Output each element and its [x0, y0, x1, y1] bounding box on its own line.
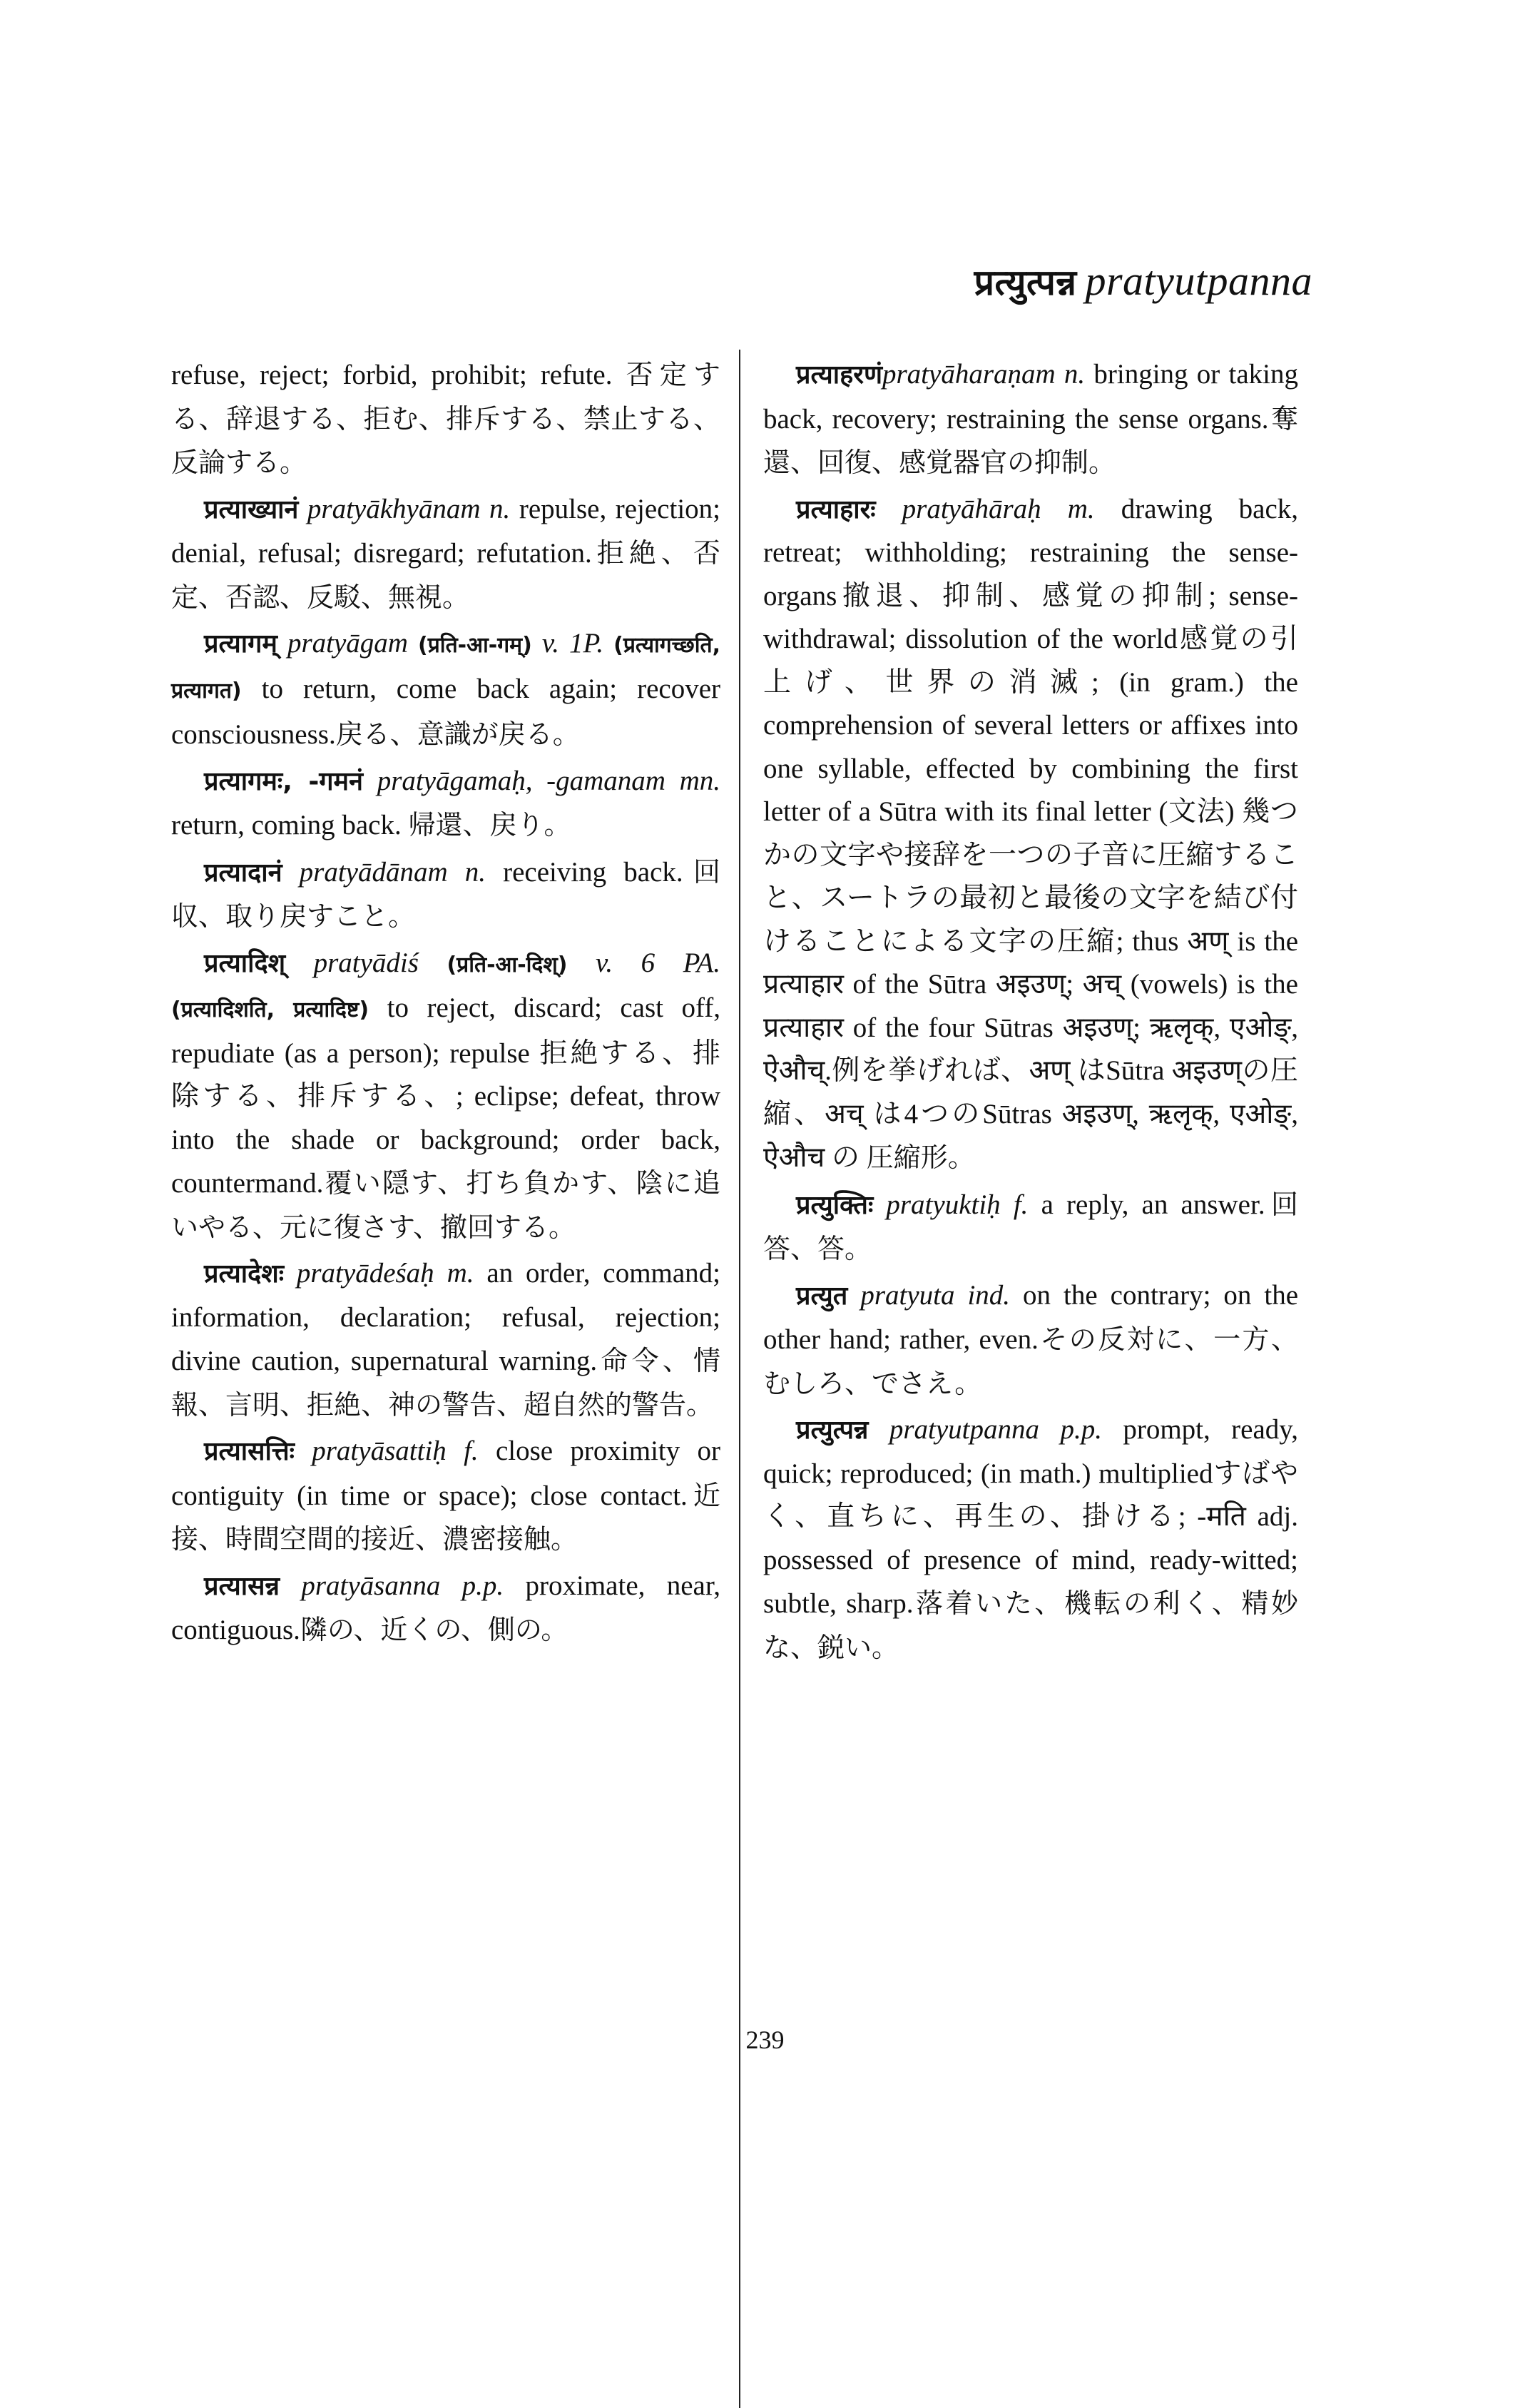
japanese-gloss: 回収、取り戻すこと。: [171, 855, 720, 932]
japanese-gloss: 圧縮形。: [866, 1142, 975, 1173]
headword: प्रत्यादेशः: [204, 1259, 284, 1289]
etymology: (प्रति-आ-गम्): [418, 633, 532, 658]
headword: प्रत्यागमः, -गमनं: [204, 766, 364, 796]
grammar-label: f.: [464, 1436, 479, 1466]
definition: to return, come back again; recover consciousness.: [171, 673, 721, 750]
running-head-devanagari: प्रत्युत्पन्न: [974, 262, 1077, 303]
headword: प्रत्यादानं: [204, 858, 282, 888]
transliteration: pratyāharaṇam: [882, 359, 1056, 390]
headword: प्रत्यासन्न: [204, 1571, 280, 1601]
japanese-gloss: 隣の、近くの、側の。: [300, 1614, 568, 1645]
japanese-gloss: 命令、情報、言明、拒絶、神の警告、超自然的警告。: [171, 1345, 720, 1421]
column-divider: [739, 350, 740, 2408]
inflected-forms: (प्रत्यादिशति, प्रत्यादिष्ट): [171, 997, 369, 1022]
grammar-label: mn.: [679, 765, 721, 796]
japanese-gloss: その反対に、一方、むしろ、でさえ。: [763, 1324, 1298, 1399]
dictionary-entry: [171, 760, 720, 848]
definition: repulse, rejection; denial, refusal; disregard; refutation.: [171, 493, 720, 569]
transliteration: pratyuta: [860, 1279, 955, 1311]
grammar-label: ind.: [967, 1279, 1011, 1311]
headword: प्रत्यादिश्: [204, 948, 286, 978]
definition: an order, command; information, declaration; refusal, rejection; divine caution, supernatural warning.: [171, 1258, 721, 1376]
headword: प्रत्युक्तिः: [796, 1190, 874, 1220]
definition: prompt, ready, quick; reproduced; (in math.) multipliedすばやく、直ちに、再生の、掛ける; -मति adj. possessed of presence of mind, ready-witted; subtle, sharp.: [763, 1414, 1299, 1619]
transliteration: pratyāsanna: [301, 1570, 441, 1601]
transliteration: pratyādānam: [299, 856, 448, 888]
dictionary-entry: [763, 1408, 1298, 1670]
transliteration: pratyākhyānam: [307, 493, 481, 524]
definition: bringing or taking back, recovery; restraining the sense organs.: [763, 359, 1298, 435]
japanese-gloss: 拒絶、否定、否認、反駁、無視。: [171, 537, 720, 613]
definition: refuse, reject; forbid, prohibit; refute.: [171, 360, 613, 390]
transliteration: pratyādeśaḥ: [296, 1258, 434, 1289]
japanese-gloss: 近接、時間空間的接近、濃密接触。: [171, 1479, 720, 1555]
grammar-label: v. 1P.: [541, 628, 604, 659]
headword: प्रत्याहरणं: [796, 360, 882, 390]
transliteration: pratyutpanna: [889, 1414, 1040, 1445]
left-column: [171, 353, 720, 1655]
japanese-gloss: 覆い隠す、打ち負かす、陰に追いやる、元に復さす、撤回する。: [171, 1167, 720, 1243]
japanese-gloss: 帰還、戻り。: [408, 809, 571, 840]
dictionary-entry: [763, 1274, 1298, 1406]
dictionary-entry: [171, 1430, 720, 1562]
running-head-romanized: pratyutpanna: [1085, 258, 1312, 304]
grammar-label: p.p.: [1060, 1414, 1102, 1445]
dictionary-entry: [171, 488, 720, 620]
grammar-label: n.: [1064, 359, 1086, 390]
dictionary-entry: [763, 353, 1298, 485]
definition: drawing back, retreat; withholding; restraining the sense-organs撤退、抑制、感覚の抑制; sense-withdrawal; dissolution of the world感覚の引上げ、世界の消滅; (in gram.) the comprehension of several letters or affixes into one syllable, effected by combining the first letter of a Sūtra with its final letter (文法) 幾つかの文字や接辞を一つの子音に圧縮すること、スートラの最初と最後の文字を結び付けることによる文字の圧縮; thus अण् is the प्रत्याहार of the Sūtra अइउण्; अच् (vowels) is the प्रत्याहार of the four Sūtras अइउण्; ऋलृक्, एओङ्, ऐऔच्.例を挙げれば、अण् はSūtra अइउण्の圧縮、अच् は4つのSūtras अइउण्, ऋलृक्, एओङ्, ऐऔच の: [763, 493, 1299, 1173]
transliteration: pratyādiś: [313, 947, 419, 978]
dictionary-entry: [171, 1252, 720, 1427]
headword: प्रत्याहारः: [796, 494, 876, 524]
definition: close proximity or contiguity (in time or space); close contact.: [171, 1436, 721, 1511]
grammar-label: n.: [464, 856, 486, 888]
definition: on the contrary; on the other hand; rather, even.: [763, 1279, 1299, 1355]
dictionary-entry: [171, 850, 720, 939]
grammar-label: v. 6 PA.: [595, 947, 721, 978]
transliteration: pratyāgamaḥ, -gamanam: [377, 765, 665, 796]
grammar-label: m.: [447, 1258, 474, 1289]
definition: receiving back.: [503, 856, 683, 888]
dictionary-entry: [763, 488, 1298, 1180]
headword: प्रत्यागम्: [204, 629, 277, 659]
definition: to reject, discard; cast off, repudiate (as a person); repulse 拒絶する、排除する、排斥する、; eclipse; defeat, throw into the shade or background; order back, countermand.: [171, 992, 720, 1199]
headword: प्रत्याख्यानं: [204, 494, 299, 524]
page-number: 239: [745, 2026, 785, 2054]
grammar-label: m.: [1067, 493, 1095, 524]
definition: return, coming back.: [171, 810, 402, 840]
definition: proximate, near, contiguous.: [171, 1570, 721, 1645]
dictionary-entry: [171, 942, 720, 1250]
dictionary-entry: [171, 622, 720, 757]
grammar-label: f.: [1013, 1189, 1029, 1220]
etymology: (प्रति-आ-दिश्): [447, 952, 568, 977]
transliteration: pratyāgam: [287, 628, 408, 659]
japanese-gloss: 落着いた、機転の利く、精妙な、鋭い。: [763, 1587, 1298, 1663]
running-head: [974, 257, 1312, 305]
transliteration: pratyuktiḥ: [886, 1189, 1001, 1220]
right-column: [763, 353, 1298, 1672]
transliteration: pratyāsattiḥ: [312, 1436, 447, 1466]
headword: प्रत्युत: [796, 1281, 848, 1311]
transliteration: pratyāhāraḥ: [902, 493, 1041, 524]
japanese-gloss: 回答、答。: [763, 1188, 1298, 1264]
dictionary-entry: [763, 1183, 1298, 1271]
continuation-entry: [171, 353, 720, 485]
headword: प्रत्युत्पन्न: [796, 1416, 869, 1445]
definition: a reply, an answer.: [1041, 1189, 1265, 1220]
headword: प्रत्यासत्तिः: [204, 1437, 295, 1466]
grammar-label: p.p.: [461, 1570, 504, 1601]
grammar-label: n.: [489, 493, 511, 524]
japanese-gloss: 奪還、回復、感覚器官の抑制。: [763, 402, 1298, 478]
japanese-gloss: 戻る、意識が戻る。: [335, 718, 580, 750]
japanese-gloss: 否定する、辞退する、拒む、排斥する、禁止する、反論する。: [171, 359, 720, 478]
inflected-forms: (प्रत्यागच्छति, प्रत्यागत): [171, 633, 721, 703]
dictionary-entry: [171, 1565, 720, 1652]
